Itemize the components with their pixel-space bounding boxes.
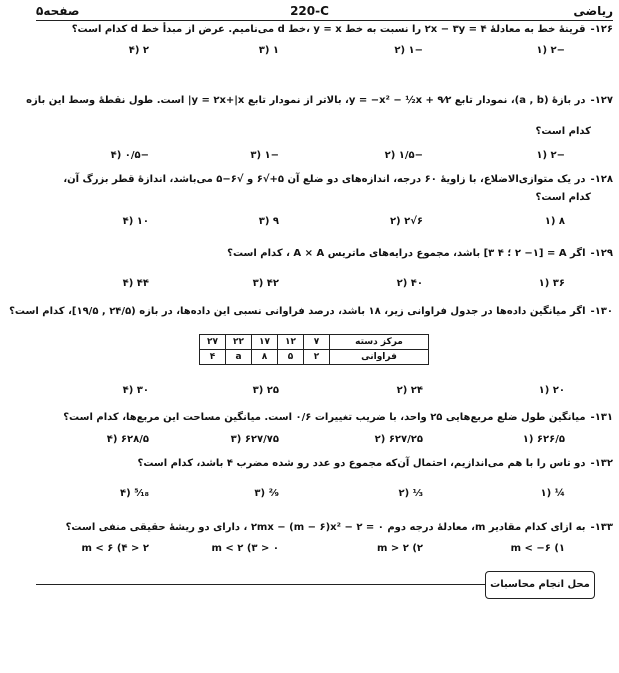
table-header-cell: فراوانی (330, 350, 429, 365)
table-cell: ۴ (200, 350, 226, 365)
booklet-code: 220-C (290, 4, 329, 18)
table-row (200, 350, 429, 365)
question-number: ۱۳۱- (590, 412, 613, 423)
question-text: اگر میانگین داده‌ها در جدول فراوانی زیر، ۱۸ باشد، درصد فراوانی نسبی این داده‌ها، در بازه (۲۴/۵ , ۱۹/۵]، کدام است؟ (9, 306, 586, 317)
option-2[interactable]: ۲۴ (۲ (396, 385, 423, 396)
question-number: ۱۲۷- (590, 95, 613, 106)
option-3[interactable]: ۶۲۷/۷۵ (۳ (230, 434, 279, 445)
option-2[interactable]: −۱/۵ (۲ (384, 150, 423, 161)
question-number: ۱۳۳- (590, 522, 613, 533)
table-row (200, 335, 429, 350)
option-4[interactable]: ۶۲۸/۵ (۴ (106, 434, 149, 445)
option-3[interactable]: ۰ < m < ۲ (۳ (211, 543, 279, 554)
option-4[interactable]: −۰/۵ (۴ (110, 150, 149, 161)
option-2[interactable]: ۶۲۷/۲۵ (۲ (374, 434, 423, 445)
option-1[interactable]: −۲ (۱ (536, 150, 565, 161)
table-cell: ۱۲ (278, 335, 304, 350)
question-text: در بازهٔ (a , b)، نمودار تابع y = −x² − ½x + ۹⁄۲، بالاتر از نمودار تابع y = ۲x+|x| است. طول نقطهٔ وسط این بازه (26, 95, 586, 106)
frequency-table (199, 334, 429, 365)
question-131 (6, 410, 613, 425)
option-1[interactable]: ۶۲۶/۵ (۱ (522, 434, 565, 445)
scratch-area-label: محل انجام محاسبات (485, 571, 595, 599)
question-126 (6, 22, 613, 37)
table-cell: ۸ (252, 350, 278, 365)
option-3[interactable]: ۲۵ (۳ (252, 385, 279, 396)
question-128 (6, 172, 613, 187)
question-continuation: کدام است؟ (535, 192, 591, 203)
option-4[interactable]: ۳۰ (۴ (122, 385, 149, 396)
option-4[interactable]: ۴۴ (۴ (122, 278, 149, 289)
option-2[interactable]: −۱ (۲ (394, 45, 423, 56)
question-text: دو تاس را با هم می‌اندازیم، احتمال آن‌که مجموع دو عدد رو شده مضرب ۴ باشد، کدام است؟ (137, 458, 586, 469)
question-text: در یک متوازی‌الاضلاع، با زاویهٔ ۶۰ درجه، اندازه‌های دو ضلع آن ۵+√۶ و √۶−۵ می‌باشد، اندازهٔ قطر بزرگ آن، (63, 174, 586, 185)
option-4[interactable]: ۱۰ (۴ (122, 216, 149, 227)
option-3[interactable]: ۱ (۳ (258, 45, 279, 56)
question-130 (6, 304, 613, 319)
option-1[interactable]: −۲ (۱ (536, 45, 565, 56)
question-129 (6, 246, 613, 261)
question-number: ۱۲۹- (590, 248, 613, 259)
option-1[interactable]: ۲۰ (۱ (538, 385, 565, 396)
question-text: به ازای کدام مقادیر m، معادلهٔ درجه دوم ۰ = ۲ − ۲mx − (m − ۶)x² ، دارای دو ریشهٔ حقیقی منفی است؟ (65, 522, 586, 533)
question-text: میانگین طول ضلع مربع‌هایی ۲۵ واحد، با ضریب تغییرات ۰/۶ است. میانگین مساحت این مربع‌ها، کدام است؟ (63, 412, 586, 423)
option-3[interactable]: ۹ (۳ (258, 216, 279, 227)
table-cell: a (226, 350, 252, 365)
question-number: ۱۲۸- (590, 174, 613, 185)
question-132 (6, 456, 613, 471)
question-127 (6, 93, 613, 108)
option-3[interactable]: ²⁄₉ (۳ (254, 488, 279, 499)
option-1[interactable]: ۸ (۱ (544, 216, 565, 227)
option-3[interactable]: −۱ (۳ (250, 150, 279, 161)
option-2[interactable]: ۶√۲ (۲ (389, 216, 423, 227)
scratch-area-divider (36, 584, 485, 585)
option-4[interactable]: ⁵⁄₁₈ (۴ (120, 488, 149, 499)
table-cell: ۱۷ (252, 335, 278, 350)
option-4[interactable]: ۲ (۴ (128, 45, 149, 56)
option-2[interactable]: ⅓ (۲ (398, 488, 423, 499)
question-continuation: کدام است؟ (535, 126, 591, 137)
option-1[interactable]: m < −۶ (۱ (510, 543, 565, 554)
option-3[interactable]: ۴۲ (۳ (252, 278, 279, 289)
table-cell: ۲۷ (200, 335, 226, 350)
table-cell: ۵ (278, 350, 304, 365)
table-header-cell: مرکز دسته (330, 335, 429, 350)
question-text: اگر A = [۲ −۱ ؛ ۴ ۳] باشد، مجموع درایه‌های ماتریس A × A ، کدام است؟ (227, 248, 586, 259)
page-number: صفحه۵ (36, 4, 80, 18)
question-text: قرینهٔ خط به معادلهٔ ۴ = ۲x − ۳y را نسبت به خط y = x ،خط d می‌نامیم. عرض از مبدأ خط d کدام است؟ (71, 24, 586, 35)
table-cell: ۷ (304, 335, 330, 350)
question-number: ۱۲۶- (590, 24, 613, 35)
option-4[interactable]: ۲ < m < ۶ (۴ (81, 543, 149, 554)
option-2[interactable]: m > ۲ (۲ (376, 543, 423, 554)
subject-title: ریاضی (573, 4, 613, 18)
question-number: ۱۳۰- (590, 306, 613, 317)
option-1[interactable]: ¼ (۱ (540, 488, 565, 499)
question-133 (6, 520, 613, 535)
table-cell: ۲۲ (226, 335, 252, 350)
option-1[interactable]: ۳۶ (۱ (538, 278, 565, 289)
table-cell: ۲ (304, 350, 330, 365)
question-number: ۱۳۲- (590, 458, 613, 469)
header-divider (36, 20, 613, 21)
option-2[interactable]: ۴۰ (۲ (396, 278, 423, 289)
